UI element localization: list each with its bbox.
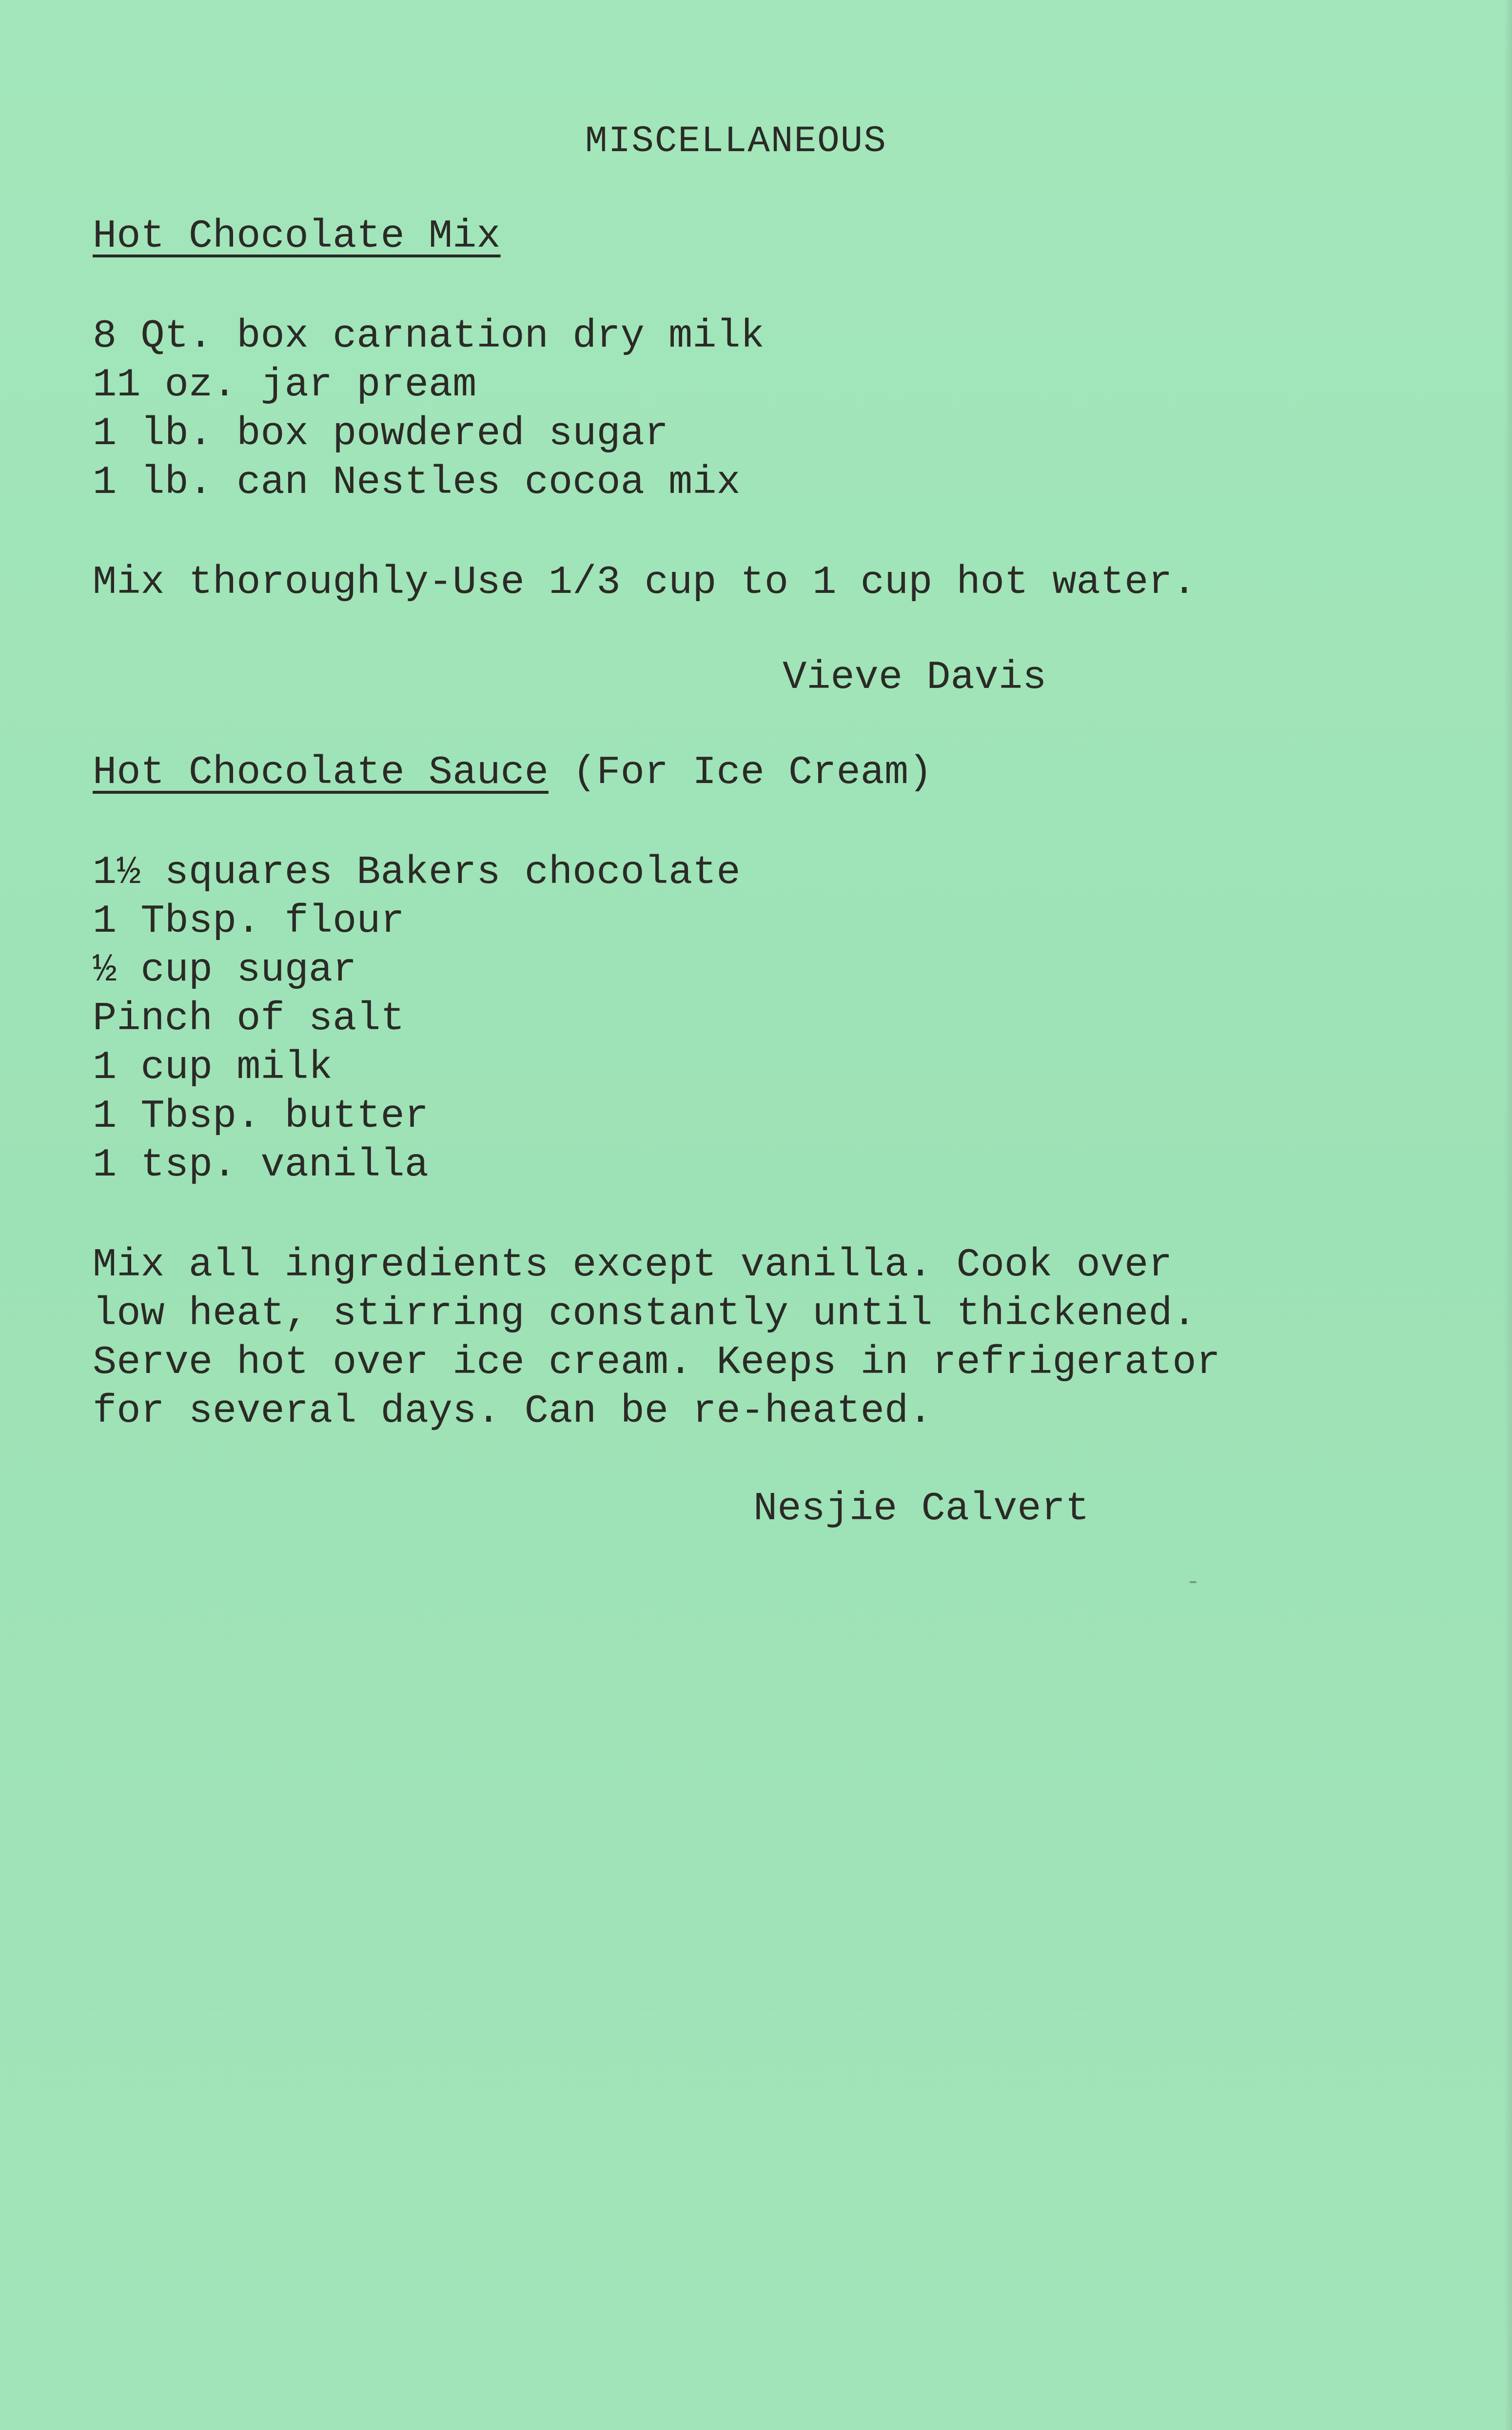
recipe2-ingredient: 1 cup milk bbox=[93, 1045, 333, 1090]
recipe2-instructions-line: Serve hot over ice cream. Keeps in refrigerator bbox=[93, 1340, 1220, 1385]
recipe2-instructions-line: low heat, stirring constantly until thickened. bbox=[93, 1291, 1197, 1336]
recipe2-ingredient: Pinch of salt bbox=[93, 996, 405, 1041]
recipe2-title-line bbox=[93, 748, 932, 797]
recipe2-ingredient: 1 Tbsp. flour bbox=[93, 899, 405, 944]
recipe2-instructions-line: for several days. Can be re-heated. bbox=[93, 1389, 933, 1434]
recipe2-instructions-line: Mix all ingredients except vanilla. Cook over bbox=[93, 1242, 1173, 1288]
recipe1-ingredient: 1 lb. can Nestles cocoa mix bbox=[93, 460, 741, 505]
recipe1-instructions: Mix thoroughly-Use 1/3 cup to 1 cup hot water. bbox=[93, 560, 1197, 605]
recipe1-contributor: Vieve Davis bbox=[783, 655, 1047, 700]
recipe2-subtitle: (For Ice Cream) bbox=[572, 750, 933, 795]
recipe2-ingredient: ½ cup sugar bbox=[93, 947, 357, 993]
recipe2-title: Hot Chocolate Sauce bbox=[93, 750, 549, 795]
recipe2-ingredient: 1 Tbsp. butter bbox=[93, 1094, 429, 1139]
recipe1-title: Hot Chocolate Mix bbox=[93, 214, 501, 259]
paper-edge bbox=[1504, 0, 1512, 2430]
recipe2-ingredient: 1 tsp. vanilla bbox=[93, 1142, 429, 1188]
recipe1-ingredient: 8 Qt. box carnation dry milk bbox=[93, 314, 765, 359]
recipe1-ingredient: 11 oz. jar pream bbox=[93, 362, 477, 408]
recipe2-contributor: Nesjie Calvert bbox=[753, 1486, 1089, 1531]
paper-speck bbox=[1190, 1581, 1197, 1583]
recipe2-ingredient: 1½ squares Bakers chocolate bbox=[93, 850, 741, 895]
recipe1-ingredient: 1 lb. box powdered sugar bbox=[93, 411, 668, 456]
section-title: MISCELLANEOUS bbox=[585, 120, 887, 162]
